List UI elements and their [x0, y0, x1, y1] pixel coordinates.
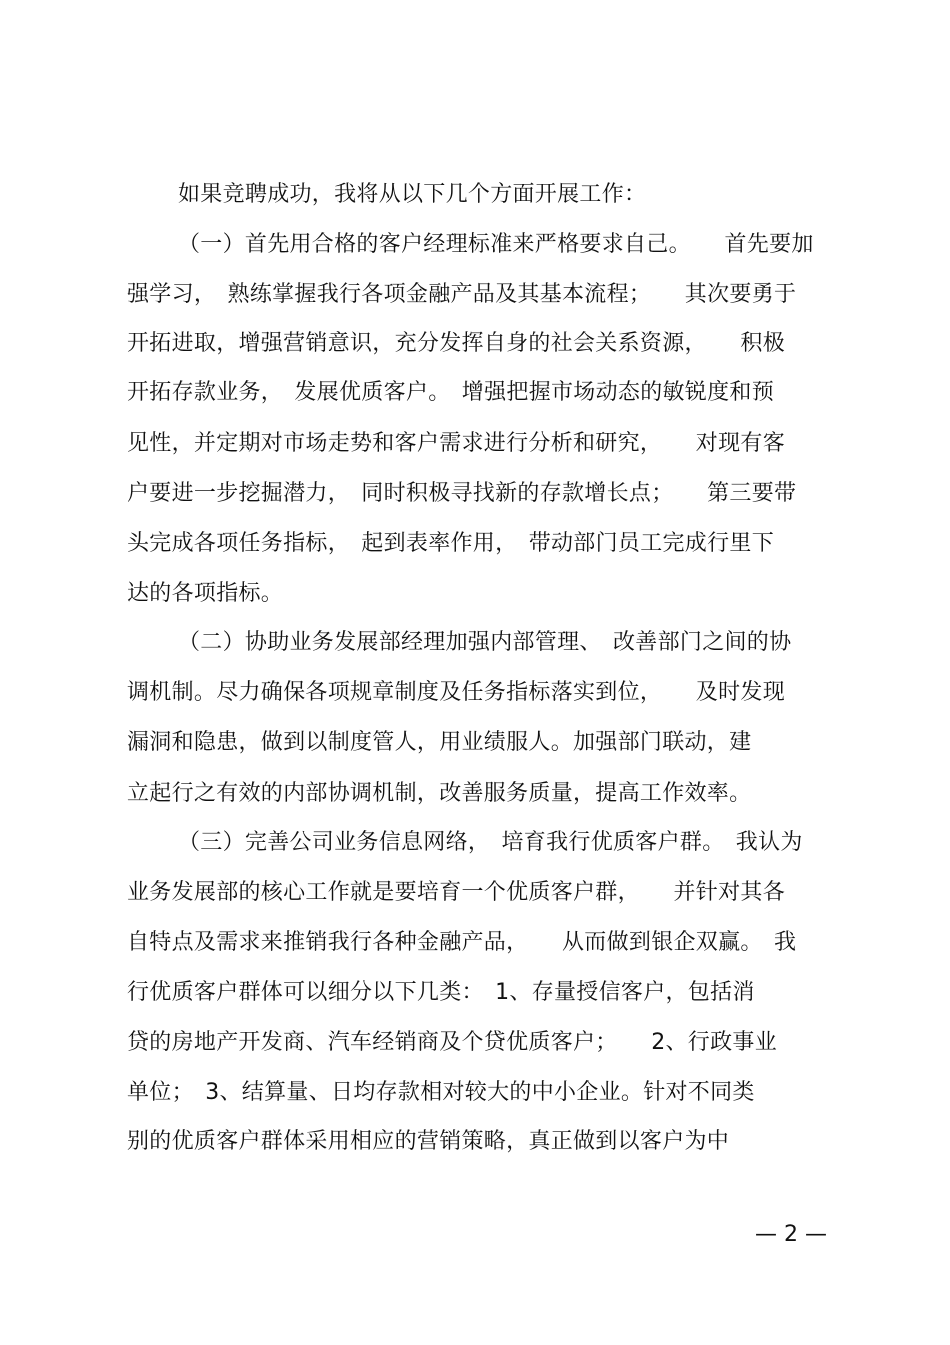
body-text-line: 头完成各项任务指标， 起到表率作用， 带动部门员工完成行里下	[127, 531, 775, 556]
body-text-line: 行优质客户群体可以细分以下几类： 1、存量授信客户，包括消	[127, 980, 755, 1005]
body-text-line: 别的优质客户群体采用相应的营销策略，真正做到以客户为中	[127, 1129, 730, 1154]
body-text-line: 贷的房地产开发商、汽车经销商及个贷优质客户； 2、行政事业	[127, 1030, 777, 1055]
body-text-line: 如果竞聘成功，我将从以下几个方面开展工作：	[178, 182, 647, 207]
body-text-line: 自特点及需求来推销我行各种金融产品， 从而做到银企双赢。 我	[127, 930, 797, 955]
body-text-line: 达的各项指标。	[127, 581, 284, 606]
page-number: — 2 —	[755, 1222, 827, 1247]
body-text-line: 调机制。尽力确保各项规章制度及任务指标落实到位， 及时发现	[127, 680, 786, 705]
body-text-line: 业务发展部的核心工作就是要培育一个优质客户群， 并针对其各	[127, 880, 786, 905]
body-text-line: 强学习， 熟练掌握我行各项金融产品及其基本流程； 其次要勇于	[127, 282, 797, 307]
body-text-line: 立起行之有效的内部协调机制，改善服务质量，提高工作效率。	[127, 781, 752, 806]
body-text-line: 见性，并定期对市场走势和客户需求进行分析和研究， 对现有客	[127, 431, 786, 456]
body-text-line: （三）完善公司业务信息网络， 培育我行优质客户群。 我认为	[178, 830, 803, 855]
body-text-line: 漏洞和隐患，做到以制度管人，用业绩服人。加强部门联动，建	[127, 730, 752, 755]
body-text-line: 开拓进取，增强营销意识，充分发挥自身的社会关系资源， 积极	[127, 331, 786, 356]
body-text-line: 户要进一步挖掘潜力， 同时积极寻找新的存款增长点； 第三要带	[127, 481, 797, 506]
body-text-line: 开拓存款业务， 发展优质客户。 增强把握市场动态的敏锐度和预	[127, 380, 775, 405]
body-text-line: （二）协助业务发展部经理加强内部管理、 改善部门之间的协	[178, 630, 792, 655]
body-text-line: （一）首先用合格的客户经理标准来严格要求自己。 首先要加	[178, 232, 814, 257]
body-text-line: 单位； 3、结算量、日均存款相对较大的中小企业。针对不同类	[127, 1080, 755, 1105]
